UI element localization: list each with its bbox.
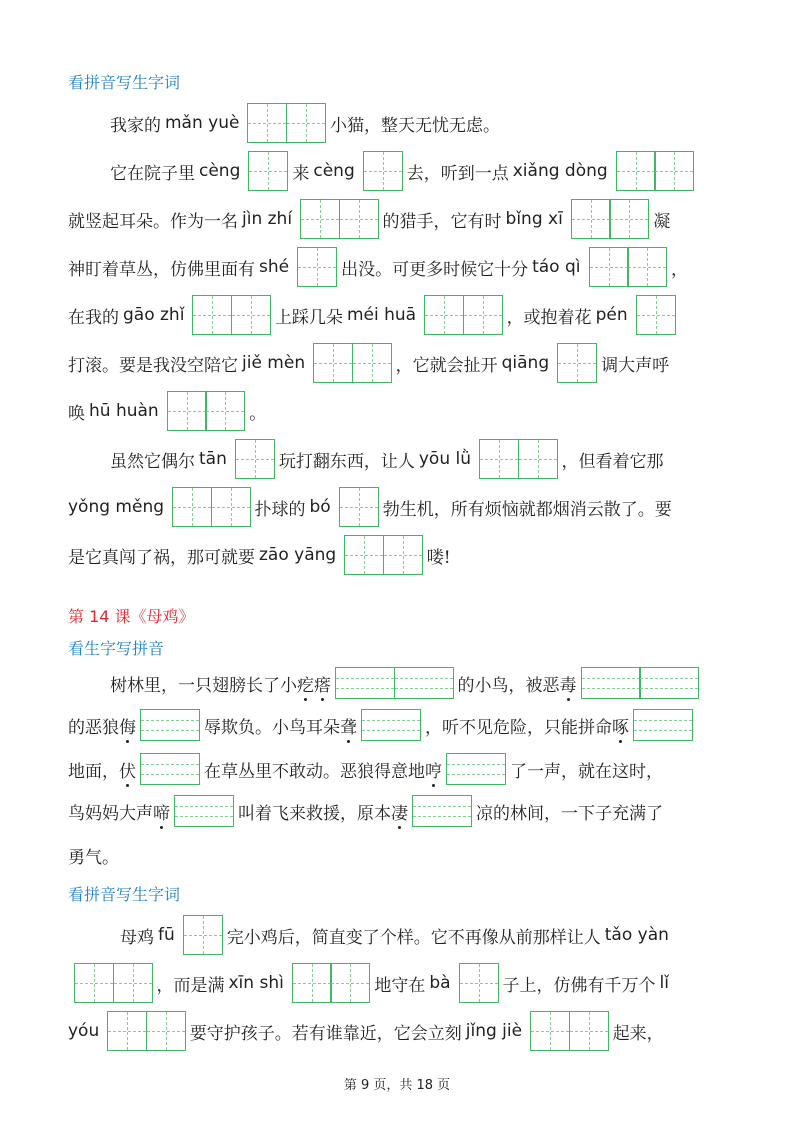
guide-line — [582, 678, 640, 679]
grid-cell[interactable] — [530, 1011, 570, 1051]
text: 地面， — [68, 761, 119, 782]
guide-line — [634, 730, 692, 731]
text: 我家的 — [110, 115, 161, 136]
target-char: 哼 — [425, 757, 442, 782]
guide-line — [141, 720, 199, 721]
text: 神盯着草丛，仿佛里面有 — [68, 259, 255, 280]
text: 喽! — [426, 547, 451, 568]
char-grid[interactable] — [297, 247, 337, 287]
guide-line — [447, 774, 505, 775]
pinyin-box[interactable] — [174, 795, 234, 827]
grid-cell[interactable] — [616, 151, 656, 191]
grid-cell[interactable] — [654, 151, 694, 191]
pinyin: lǐ — [659, 973, 669, 993]
text: 凝 — [653, 211, 671, 232]
grid-cell[interactable] — [339, 199, 379, 239]
char-grid[interactable] — [300, 199, 379, 239]
char-grid[interactable] — [459, 963, 499, 1003]
grid-cell[interactable] — [557, 343, 597, 383]
char-grid[interactable] — [172, 487, 251, 527]
text: 在我的 — [68, 307, 119, 328]
text-line — [68, 340, 669, 386]
grid-cell[interactable] — [183, 915, 223, 955]
grid-cell[interactable] — [286, 103, 326, 143]
text: 扑球的 — [254, 499, 306, 520]
guide-line — [362, 720, 420, 721]
text: 就竖起耳朵。作为一名 — [68, 211, 238, 232]
pinyin-box[interactable] — [140, 709, 200, 741]
char-grid[interactable] — [571, 199, 650, 239]
char-grid[interactable] — [479, 439, 558, 479]
guide-line — [141, 764, 199, 765]
target-char: 侮 — [119, 713, 136, 738]
grid-cell[interactable] — [424, 295, 464, 335]
text: 唤 — [68, 403, 85, 424]
text-line — [74, 960, 673, 1006]
guide-line — [175, 806, 233, 807]
guide-line — [395, 678, 453, 679]
text-line — [68, 832, 119, 878]
section-heading: 看拼音写生字词 — [68, 73, 181, 92]
text: 树林里，一只翅膀长了小 — [110, 675, 297, 696]
char-grid[interactable] — [247, 103, 326, 143]
grid-cell[interactable] — [627, 247, 667, 287]
grid-cell[interactable] — [352, 343, 392, 383]
lesson-title: 第 14 课《母鸡》 — [68, 607, 195, 626]
pinyin: jiě mèn — [242, 353, 306, 373]
grid-cell[interactable] — [167, 391, 207, 431]
text-line — [68, 702, 697, 748]
pinyin: xīn shì — [228, 973, 284, 993]
text: 它在院子里 — [110, 163, 195, 184]
text: 来 — [292, 163, 310, 184]
text: 要守护孩子。若有谁靠近，它会立刻 — [189, 1023, 462, 1044]
guide-line — [634, 720, 692, 721]
text-line — [68, 244, 688, 290]
char-grid[interactable] — [192, 295, 271, 335]
pinyin: méi huā — [346, 305, 417, 325]
pinyin: qiāng — [501, 353, 550, 373]
text: 虽然它偶尔 — [110, 451, 195, 472]
guide-line — [141, 774, 199, 775]
target-char: 啼 — [153, 799, 170, 824]
grid-cell[interactable] — [463, 295, 503, 335]
text-line — [110, 100, 500, 146]
char-grid[interactable] — [616, 151, 695, 191]
pinyin: zāo yāng — [259, 545, 337, 565]
text: 母鸡 — [120, 927, 154, 948]
pinyin: yōu lǜ — [418, 449, 471, 469]
text: 在草丛里不敢动。恶狼得意地 — [204, 761, 425, 782]
pinyin-box[interactable] — [335, 667, 395, 699]
grid-cell[interactable] — [205, 391, 245, 431]
text-line — [110, 148, 698, 194]
grid-cell[interactable] — [363, 151, 403, 191]
char-grid[interactable] — [248, 151, 288, 191]
guide-line — [413, 806, 471, 807]
text: 叫着飞来救援，原本 — [238, 803, 391, 824]
guide-line — [413, 816, 471, 817]
pinyin: jìn zhí — [242, 209, 293, 229]
guide-line — [336, 678, 394, 679]
text: 起来， — [612, 1023, 664, 1044]
text-line — [68, 788, 663, 834]
text: 完小鸡后，简直变了个样。它不再像从前那样让人 — [226, 927, 601, 948]
pinyin-box[interactable] — [361, 709, 421, 741]
pinyin: bà — [429, 973, 451, 993]
text: ，而是满 — [156, 975, 225, 996]
section-heading: 看生字写拼音 — [68, 639, 165, 658]
text-line — [68, 532, 451, 578]
char-grid[interactable] — [589, 247, 668, 287]
guide-line — [582, 688, 640, 689]
char-grid[interactable] — [167, 391, 246, 431]
grid-cell[interactable] — [479, 439, 519, 479]
text: 是它真闯了祸，那可就要 — [68, 547, 255, 568]
guide-line — [640, 678, 698, 679]
text: 小猫，整天无忧无虑。 — [329, 115, 500, 136]
text-line — [68, 292, 680, 338]
char-grid[interactable] — [636, 295, 676, 335]
grid-cell[interactable] — [571, 199, 611, 239]
pinyin: xiǎng dòng — [512, 161, 608, 181]
text: 调大声呼 — [601, 355, 670, 376]
grid-cell[interactable] — [192, 295, 232, 335]
pinyin: bǐng xī — [505, 209, 563, 229]
pinyin-box[interactable] — [394, 667, 454, 699]
text-line — [68, 196, 670, 242]
grid-cell[interactable] — [235, 439, 275, 479]
text-line — [68, 746, 663, 792]
section-heading: 看拼音写生字词 — [68, 885, 181, 904]
char-grid[interactable] — [183, 915, 223, 955]
char-grid[interactable] — [74, 963, 153, 1003]
text: 了一声，就在这时， — [510, 761, 663, 782]
text-line — [68, 388, 266, 434]
char-grid[interactable] — [424, 295, 503, 335]
grid-cell[interactable] — [330, 963, 370, 1003]
grid-cell[interactable] — [383, 535, 423, 575]
grid-cell[interactable] — [247, 103, 287, 143]
target-char: 聋 — [340, 713, 357, 738]
text: ，听不见危险，只能拼命 — [425, 717, 612, 738]
grid-cell[interactable] — [146, 1011, 186, 1051]
pinyin: hū huàn — [89, 401, 159, 421]
text-line — [68, 1008, 664, 1054]
text: 出没。可更多时候它十分 — [341, 259, 529, 280]
pinyin: jǐng jiè — [465, 1021, 523, 1041]
text: 子上，仿佛有千万个 — [502, 975, 656, 996]
pinyin: táo qì — [532, 257, 581, 277]
pinyin: tān — [199, 449, 227, 469]
grid-cell[interactable] — [609, 199, 649, 239]
text: 去，听到一点 — [406, 163, 509, 184]
pinyin: yǒng měng — [68, 497, 165, 517]
char-grid[interactable] — [107, 1011, 186, 1051]
text: ， — [671, 259, 688, 280]
pinyin-box[interactable] — [581, 667, 641, 699]
char-grid[interactable] — [339, 487, 379, 527]
pinyin: cèng — [199, 161, 241, 181]
guide-line — [175, 816, 233, 817]
text: 鸟妈妈大声 — [68, 803, 153, 824]
pinyin-box[interactable] — [446, 753, 506, 785]
grid-cell[interactable] — [589, 247, 629, 287]
pinyin: gāo zhǐ — [123, 305, 185, 325]
pinyin-box[interactable] — [140, 753, 200, 785]
pinyin: yóu — [68, 1021, 100, 1041]
text-line — [120, 912, 673, 958]
grid-cell[interactable] — [636, 295, 676, 335]
guide-line — [141, 730, 199, 731]
guide-line — [336, 688, 394, 689]
char-grid[interactable] — [363, 151, 403, 191]
target-char: 凄 — [391, 799, 408, 824]
guide-line — [362, 730, 420, 731]
guide-line — [640, 688, 698, 689]
pinyin: mǎn yuè — [165, 113, 240, 133]
text: 。 — [249, 403, 267, 424]
pinyin-box[interactable] — [412, 795, 472, 827]
text: 辱欺负。小鸟耳朵 — [204, 717, 340, 738]
grid-cell[interactable] — [569, 1011, 609, 1051]
char-grid[interactable] — [344, 535, 423, 575]
grid-cell[interactable] — [344, 535, 384, 575]
text: 打滚。要是我没空陪它 — [68, 355, 238, 376]
grid-cell[interactable] — [172, 487, 212, 527]
text: 玩打翻东西，让人 — [278, 451, 415, 472]
pinyin: bó — [309, 497, 331, 517]
guide-line — [447, 764, 505, 765]
grid-cell[interactable] — [339, 487, 379, 527]
text: ，但看着它那 — [561, 451, 664, 472]
text-line — [110, 436, 664, 482]
grid-cell[interactable] — [248, 151, 288, 191]
text-line — [68, 484, 672, 530]
text: ，它就会扯开 — [395, 355, 498, 376]
text-line — [110, 660, 703, 706]
target-char: 疙 — [297, 671, 314, 696]
text: 勃生机，所有烦恼就都烟消云散了。要 — [382, 499, 672, 520]
char-grid[interactable] — [235, 439, 275, 479]
grid-cell[interactable] — [518, 439, 558, 479]
text: 的小鸟，被恶 — [457, 675, 560, 696]
char-grid[interactable] — [530, 1011, 609, 1051]
grid-cell[interactable] — [292, 963, 332, 1003]
grid-cell[interactable] — [459, 963, 499, 1003]
grid-cell[interactable] — [300, 199, 340, 239]
grid-cell[interactable] — [74, 963, 114, 1003]
pinyin: shé — [259, 257, 290, 277]
char-grid[interactable] — [313, 343, 392, 383]
text: 的恶狼 — [68, 717, 119, 738]
target-char: 伏 — [119, 757, 136, 782]
char-grid[interactable] — [557, 343, 597, 383]
page-footer: 第 9 页，共 18 页 — [343, 1078, 451, 1093]
grid-cell[interactable] — [231, 295, 271, 335]
grid-cell[interactable] — [113, 963, 153, 1003]
target-char: 毒 — [560, 671, 577, 696]
text: 地守在 — [374, 975, 426, 996]
guide-line — [395, 688, 453, 689]
pinyin-box[interactable] — [639, 667, 699, 699]
pinyin: pén — [595, 305, 628, 325]
pinyin-box[interactable] — [633, 709, 693, 741]
grid-cell[interactable] — [211, 487, 251, 527]
text: 凉的林间，一下子充满了 — [476, 803, 663, 824]
text: 的猎手，它有时 — [382, 211, 502, 232]
pinyin: fū — [158, 925, 175, 945]
text: 上踩几朵 — [274, 307, 343, 328]
char-grid[interactable] — [292, 963, 371, 1003]
text: ，或抱着花 — [506, 307, 592, 328]
target-char: 瘩 — [314, 671, 331, 696]
text: 勇气。 — [68, 847, 119, 868]
grid-cell[interactable] — [297, 247, 337, 287]
target-char: 啄 — [612, 713, 629, 738]
grid-cell[interactable] — [107, 1011, 147, 1051]
grid-cell[interactable] — [313, 343, 353, 383]
pinyin: cèng — [313, 161, 355, 181]
pinyin: tǎo yàn — [604, 925, 669, 945]
